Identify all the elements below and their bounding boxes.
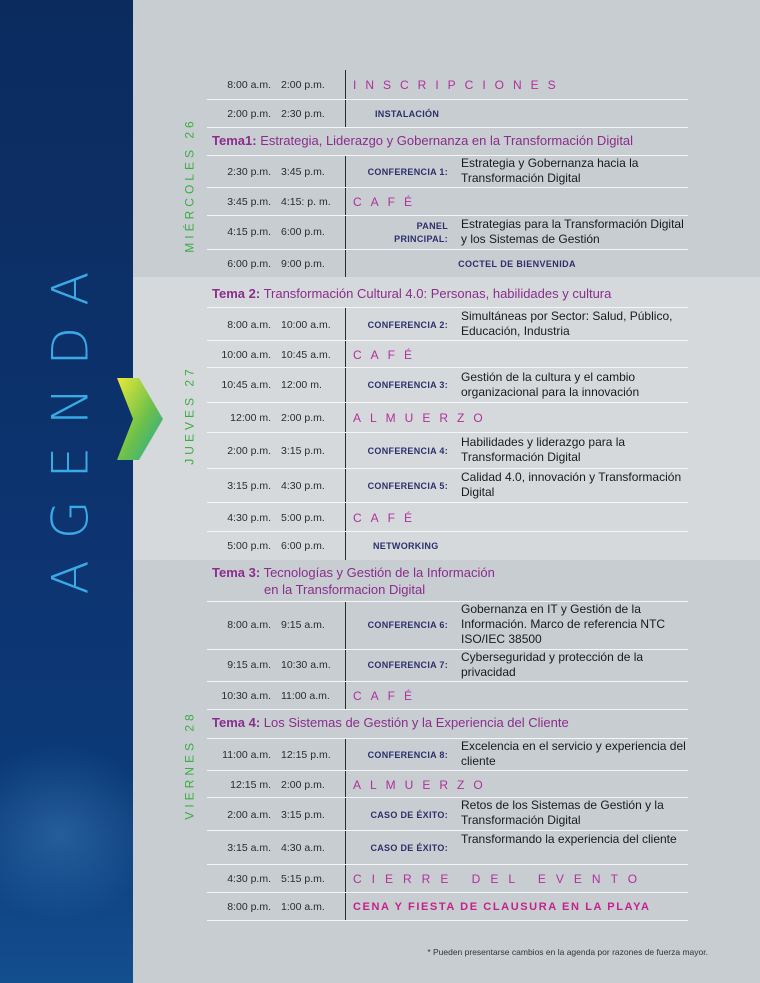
agenda-row: 9:15 a.m. 10:30 a.m. CONFERENCIA 7: Cyberseguridad y protección de la privacidad — [207, 650, 688, 682]
agenda-row: 4:15 p.m. 6:00 p.m. PANEL PRINCIPAL: Estrategias para la Transformación Digital y los Sistemas de Gestión — [207, 216, 688, 250]
tema-2: Tema 2: Transformación Cultural 4.0: Personas, habilidades y cultura — [207, 285, 688, 308]
agenda-row: 10:30 a.m. 11:00 a.m. CAFÉ — [207, 682, 688, 710]
agenda-row: 8:00 p.m. 1:00 a.m. CENA Y FIESTA DE CLAUSURA EN LA PLAYA — [207, 893, 688, 921]
day-label-friday: VIERNES 28 — [183, 710, 197, 820]
agenda-row: 11:00 a.m. 12:15 p.m. CONFERENCIA 8: Excelencia en el servicio y experiencia del cliente — [207, 739, 688, 771]
chevron-arrow-icon — [111, 376, 165, 462]
sidebar-glow — [0, 743, 133, 923]
agenda-row: 6:00 p.m. 9:00 p.m. COCTEL DE BIENVENIDA — [207, 250, 688, 277]
agenda-row: 4:30 p.m. 5:00 p.m. CAFÉ — [207, 503, 688, 532]
agenda-row: 2:00 a.m. 3:15 p.m. CASO DE ÉXITO: Retos de los Sistemas de Gestión y la Transformación Digital — [207, 798, 688, 831]
tema-3: Tema 3: Tecnologías y Gestión de la Información en la Transformacion Digital — [207, 564, 688, 602]
day-label-thursday: JUEVES 27 — [183, 365, 197, 465]
agenda-row: 12:00 m. 2:00 p.m. ALMUERZO — [207, 403, 688, 433]
agenda-title: AGENDA — [41, 249, 100, 595]
activity-instalacion: INSTALACIÓN — [375, 109, 440, 119]
agenda-row: 10:45 a.m. 12:00 m. CONFERENCIA 3: Gestión de la cultura y el cambio organizacional para la innovación — [207, 368, 688, 403]
footnote: * Pueden presentarse cambios en la agenda por razones de fuerza mayor. — [427, 947, 708, 957]
tema-4: Tema 4: Los Sistemas de Gestión y la Experiencia del Cliente — [207, 714, 688, 739]
agenda-row: 10:00 a.m. 10:45 a.m. CAFÉ — [207, 341, 688, 368]
agenda-row: 3:15 a.m. 4:30 a.m. CASO DE ÉXITO: Transformando la experiencia del cliente — [207, 831, 688, 865]
agenda-row: 3:45 p.m. 4:15: p. m. CAFÉ — [207, 188, 688, 216]
agenda-row: 3:15 p.m. 4:30 p.m. CONFERENCIA 5: Calidad 4.0, innovación y Transformación Digital — [207, 469, 688, 503]
day-label-wednesday: MIÉRCOLES 26 — [183, 117, 197, 253]
agenda-row: 8:00 a.m. 9:15 a.m. CONFERENCIA 6: Gobernanza en IT y Gestión de la Información. Marco de referencia NTC ISO/IEC 38500 — [207, 602, 688, 650]
agenda-row: 5:00 p.m. 6:00 p.m. NETWORKING — [207, 532, 688, 560]
tema-1: Tema1: Estrategia, Liderazgo y Gobernanza en la Transformación Digital — [207, 132, 688, 156]
agenda-row: 12:15 m. 2:00 p.m. ALMUERZO — [207, 771, 688, 798]
agenda-row: 8:00 a.m. 10:00 a.m. CONFERENCIA 2: Simultáneas por Sector: Salud, Público, Educación, Industria — [207, 308, 688, 341]
agenda-row: 8:00 a.m. 2:00 p.m. INSCRIPCIONES — [207, 70, 688, 100]
agenda-row: 2:00 p.m. 3:15 p.m. CONFERENCIA 4: Habilidades y liderazgo para la Transformación Digital — [207, 433, 688, 469]
agenda-row: 2:30 p.m. 3:45 p.m. CONFERENCIA 1: Estrategia y Gobernanza hacia la Transformación Digital — [207, 156, 688, 188]
agenda-row: 4:30 p.m. 5:15 p.m. CIERRE DEL EVENTO — [207, 865, 688, 893]
activity-inscripciones: INSCRIPCIONES — [353, 78, 565, 92]
sidebar — [0, 0, 133, 983]
agenda-row: 2:00 p.m. 2:30 p.m. INSTALACIÓN — [207, 100, 688, 128]
